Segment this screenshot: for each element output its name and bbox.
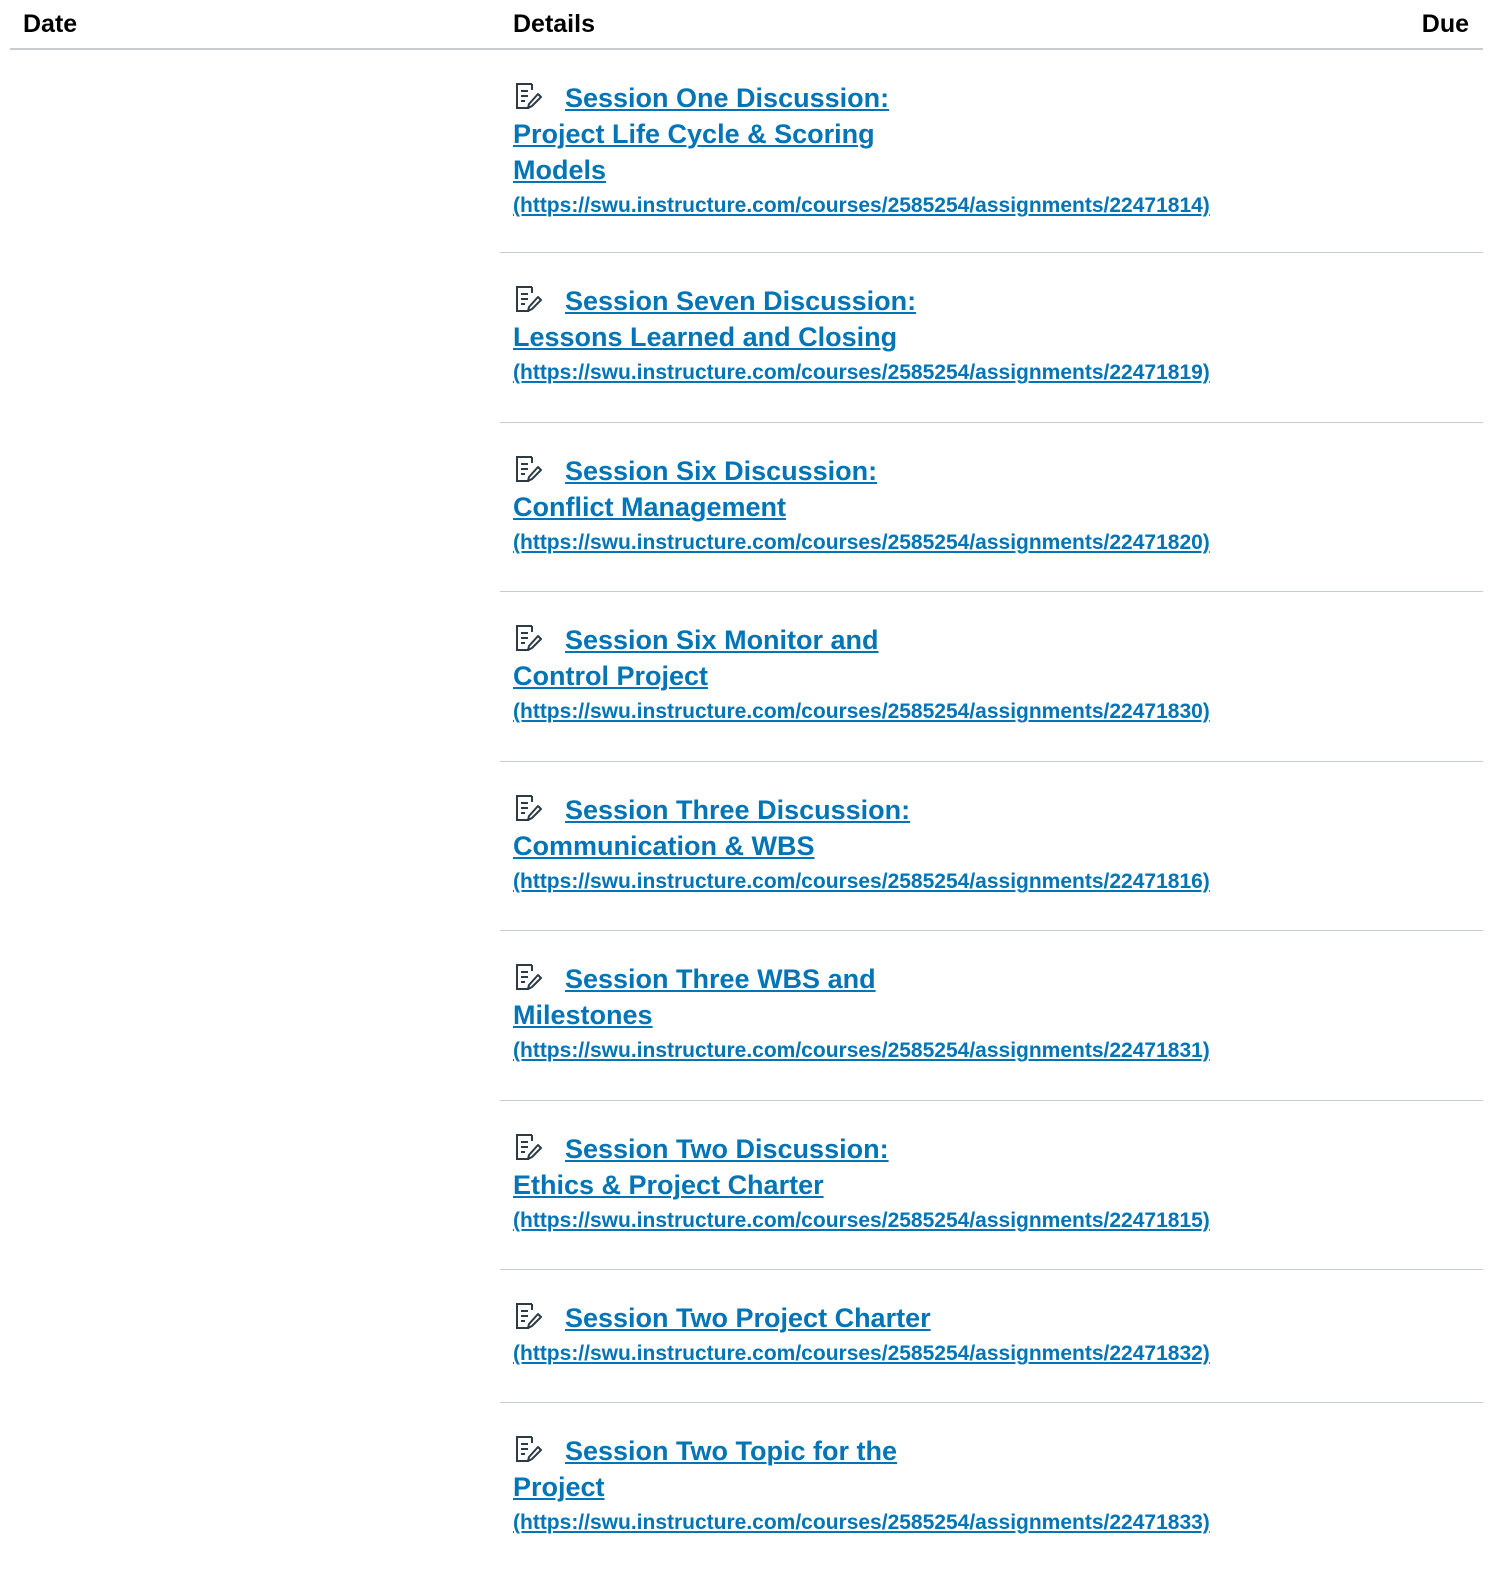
assignment-url-link[interactable]: (https://swu.instructure.com/courses/2585254/assignments/22471820): [513, 531, 1210, 554]
assignment-title-link[interactable]: Session Six Monitor and Control Project: [513, 625, 879, 691]
column-header-details: Details: [513, 10, 595, 38]
assignment-title-link[interactable]: Session Seven Discussion: Lessons Learned and Closing: [513, 286, 917, 352]
assignment-icon: [513, 1434, 543, 1464]
column-header-date: Date: [23, 10, 78, 38]
assignment-url-link[interactable]: (https://swu.instructure.com/courses/2585254/assignments/22471832): [513, 1342, 1210, 1365]
table-row: [500, 931, 1483, 1101]
column-header-due: Due: [1421, 10, 1469, 38]
assignment-title-link[interactable]: Session One Discussion: Project Life Cycle & Scoring Models: [513, 83, 890, 185]
assignment-title-link[interactable]: Session Three Discussion: Communication & WBS: [513, 795, 911, 861]
assignment-icon: [513, 623, 543, 653]
assignment-icon: [513, 1301, 543, 1331]
assignment-url-link[interactable]: (https://swu.instructure.com/courses/2585254/assignments/22471815): [513, 1209, 1210, 1232]
table-header: [10, 0, 1483, 50]
assignment-icon: [513, 454, 543, 484]
table-row: [500, 762, 1483, 931]
assignment-url-link[interactable]: (https://swu.instructure.com/courses/2585254/assignments/22471816): [513, 870, 1210, 893]
assignment-url-link[interactable]: (https://swu.instructure.com/courses/2585254/assignments/22471831): [513, 1039, 1210, 1062]
assignment-icon: [513, 1132, 543, 1162]
assignment-url-link[interactable]: (https://swu.instructure.com/courses/2585254/assignments/22471833): [513, 1511, 1210, 1534]
table-row: [500, 1101, 1483, 1270]
assignment-title-link[interactable]: Session Two Discussion: Ethics & Project Charter: [513, 1134, 889, 1200]
table-row: [500, 592, 1483, 762]
assignment-icon: [513, 284, 543, 314]
assignment-icon: [513, 962, 543, 992]
table-row: [500, 1270, 1483, 1403]
assignment-icon: [513, 81, 543, 111]
assignment-title-link[interactable]: Session Six Discussion: Conflict Management: [513, 456, 878, 522]
assignment-url-link[interactable]: (https://swu.instructure.com/courses/2585254/assignments/22471819): [513, 361, 1210, 384]
table-row: [500, 253, 1483, 423]
assignment-url-link[interactable]: (https://swu.instructure.com/courses/2585254/assignments/22471830): [513, 700, 1210, 723]
table-row: [500, 1403, 1483, 1573]
assignment-url-link[interactable]: (https://swu.instructure.com/courses/2585254/assignments/22471814): [513, 194, 1210, 217]
assignment-title-link[interactable]: Session Three WBS and Milestones: [513, 964, 876, 1030]
assignment-title-link[interactable]: Session Two Topic for the Project: [513, 1436, 898, 1502]
assignment-title-link[interactable]: Session Two Project Charter: [565, 1303, 931, 1333]
assignment-icon: [513, 793, 543, 823]
table-row: [500, 50, 1483, 253]
table-row: [500, 423, 1483, 592]
assignment-list: [500, 50, 1483, 1573]
